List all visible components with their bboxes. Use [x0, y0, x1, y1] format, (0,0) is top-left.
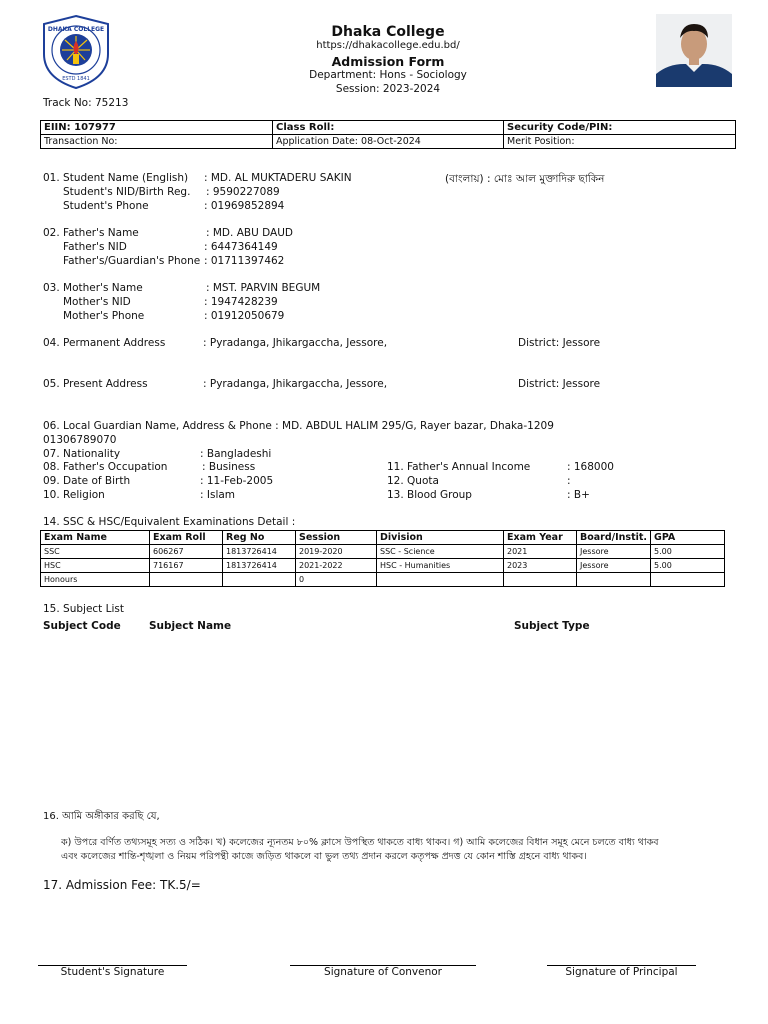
mother-phone-label: Mother's Phone: [63, 310, 145, 322]
permanent-district: District: Jessore: [518, 337, 601, 349]
exam-cell: 2019-2020: [296, 545, 377, 559]
father-phone-label: Father's/Guardian's Phone: [63, 255, 201, 267]
exam-cell: SSC - Science: [377, 545, 504, 559]
exam-cell: Jessore: [577, 559, 651, 573]
student-photo: [656, 14, 732, 87]
father-nid-label: Father's NID: [63, 241, 127, 253]
exam-cell: SSC: [41, 545, 150, 559]
exam-col-header: GPA: [651, 531, 725, 545]
declaration-line-2: এবং কলেজের শান্তি-শৃঙ্খলা ও নিয়ম পরিপন্থী কাজে জড়িত থাকলে বা ভুল তথ্য প্রদান করলে কতৃপক্ষ প্রদত্ত যে কোন শাস্তি গ্রহনে বাধ্য থাকব।: [61, 851, 587, 862]
mother-nid-value: : 1947428239: [204, 296, 278, 308]
merit-position: Merit Position:: [504, 135, 736, 149]
blood-group-label: 13. Blood Group: [387, 489, 472, 501]
session: Session: 2023-2024: [335, 83, 441, 95]
exam-cell: 606267: [150, 545, 223, 559]
exam-cell: 5.00: [651, 545, 725, 559]
svg-text:DHAKA COLLEGE: DHAKA COLLEGE: [47, 26, 105, 33]
exam-col-header: Exam Name: [41, 531, 150, 545]
father-name-value: : MD. ABU DAUD: [206, 227, 293, 239]
subject-type-header: Subject Type: [514, 620, 590, 632]
present-district: District: Jessore: [518, 378, 601, 390]
quota-value: :: [567, 475, 571, 487]
exam-cell: [651, 573, 725, 587]
exam-col-header: Reg No: [223, 531, 296, 545]
exam-cell: 716167: [150, 559, 223, 573]
department: Department: Hons - Sociology: [309, 69, 467, 81]
local-guardian-phone: 01306789070: [43, 434, 117, 446]
college-url[interactable]: https://dhakacollege.edu.bd/: [316, 40, 460, 51]
blood-group-value: : B+: [567, 489, 590, 501]
student-signature-label: Student's Signature: [60, 966, 165, 978]
exam-cell: [223, 573, 296, 587]
track-number: Track No: 75213: [43, 97, 129, 109]
svg-text:ESTD 1841: ESTD 1841: [62, 76, 90, 82]
income-value: : 168000: [567, 461, 614, 473]
exam-cell: [377, 573, 504, 587]
exam-col-header: Exam Year: [504, 531, 577, 545]
exam-section-title: 14. SSC & HSC/Equivalent Examinations Detail :: [43, 516, 296, 528]
exam-cell: 0: [296, 573, 377, 587]
student-phone-value: : 01969852894: [204, 200, 285, 212]
occupation-label: 08. Father's Occupation: [43, 461, 168, 473]
exam-col-header: Exam Roll: [150, 531, 223, 545]
father-nid-value: : 6447364149: [204, 241, 278, 253]
income-label: 11. Father's Annual Income: [387, 461, 531, 473]
student-name-label: 01. Student Name (English): [43, 172, 189, 184]
subject-list-title: 15. Subject List: [43, 603, 124, 615]
exam-cell: [150, 573, 223, 587]
exam-row: [41, 573, 725, 587]
exam-cell: Jessore: [577, 545, 651, 559]
mother-phone-value: : 01912050679: [204, 310, 285, 322]
exam-cell: HSC: [41, 559, 150, 573]
principal-signature-label: Signature of Principal: [565, 966, 678, 978]
exam-row: [41, 545, 725, 559]
college-name: Dhaka College: [331, 24, 445, 40]
student-nid-label: Student's NID/Birth Reg.: [63, 186, 191, 198]
present-address-label: 05. Present Address: [43, 378, 148, 390]
father-phone-value: : 01711397462: [204, 255, 285, 267]
convenor-signature-label: Signature of Convenor: [324, 966, 442, 978]
transaction-no: Transaction No:: [41, 135, 273, 149]
exam-row: [41, 559, 725, 573]
application-date: Application Date: 08-Oct-2024: [273, 135, 504, 149]
mother-nid-label: Mother's NID: [63, 296, 131, 308]
subject-code-header: Subject Code: [43, 620, 121, 632]
mother-name-label: 03. Mother's Name: [43, 282, 143, 294]
father-name-label: 02. Father's Name: [43, 227, 139, 239]
exam-cell: 2021-2022: [296, 559, 377, 573]
exam-cell: Honours: [41, 573, 150, 587]
present-address-value: : Pyradanga, Jhikargaccha, Jessore,: [203, 378, 388, 390]
exam-cell: [504, 573, 577, 587]
religion-value: : Islam: [200, 489, 236, 501]
exam-cell: 2023: [504, 559, 577, 573]
exam-col-header: Board/Instit.: [577, 531, 651, 545]
exam-cell: 2021: [504, 545, 577, 559]
exam-cell: HSC - Humanities: [377, 559, 504, 573]
student-phone-label: Student's Phone: [63, 200, 149, 212]
exam-cell: 5.00: [651, 559, 725, 573]
religion-label: 10. Religion: [43, 489, 105, 501]
exam-col-header: Session: [296, 531, 377, 545]
nationality-value: : Bangladeshi: [200, 448, 272, 460]
student-name-bangla: (বাংলায়) : মোঃ আল মুক্তাদিরু ছাকিন: [445, 173, 605, 185]
dob-label: 09. Date of Birth: [43, 475, 131, 487]
permanent-address-label: 04. Permanent Address: [43, 337, 166, 349]
exam-cell: 1813726414: [223, 545, 296, 559]
occupation-value: : Business: [202, 461, 256, 473]
security-code: Security Code/PIN:: [504, 121, 736, 135]
permanent-address-value: : Pyradanga, Jhikargaccha, Jessore,: [203, 337, 388, 349]
admission-fee: 17. Admission Fee: TK.5/=: [43, 878, 201, 892]
student-name-value: : MD. AL MUKTADERU SAKIN: [204, 172, 352, 184]
exam-col-header: Division: [377, 531, 504, 545]
quota-label: 12. Quota: [387, 475, 439, 487]
exam-cell: 1813726414: [223, 559, 296, 573]
declaration-line-1: ক) উপরে বর্ণিত তথ্যসমূহ সত্য ও সঠিক। খ) কলেজের ন্যূনতম ৮০% ক্লাসে উপস্থিত থাকতে বাধ্য থাকব। গ) আমি কলেজের বিধান সমূহ মেনে চলতে বাধ্য থাকব: [61, 837, 659, 848]
nationality-label: 07. Nationality: [43, 448, 121, 460]
subject-name-header: Subject Name: [149, 620, 232, 632]
exam-table: [40, 530, 725, 587]
eiin: EIIN: 107977: [41, 121, 273, 135]
application-info-table: [40, 120, 736, 149]
declaration-heading: 16. আমি অঙ্গীকার করছি যে,: [43, 811, 160, 822]
exam-cell: [577, 573, 651, 587]
mother-name-value: : MST. PARVIN BEGUM: [206, 282, 321, 294]
dob-value: : 11-Feb-2005: [200, 475, 274, 487]
form-title: Admission Form: [331, 54, 445, 69]
local-guardian: 06. Local Guardian Name, Address & Phone : MD. ABDUL HALIM 295/G, Rayer bazar, Dhaka-1209: [43, 420, 554, 432]
class-roll: Class Roll:: [273, 121, 504, 135]
student-nid-value: : 9590227089: [206, 186, 280, 198]
